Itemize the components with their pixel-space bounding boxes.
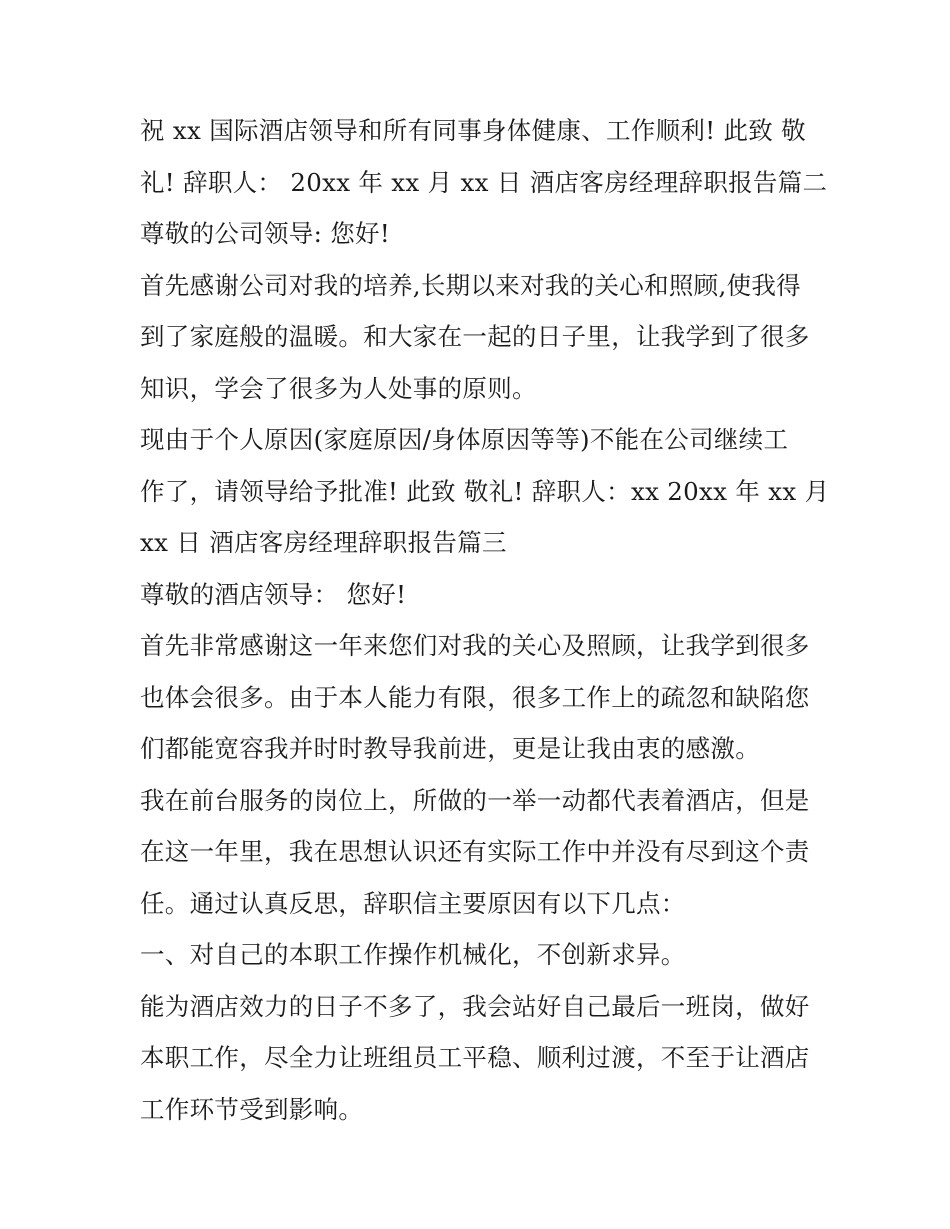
text-line-signature-title-2: 礼! 辞职人： 20xx 年 xx 月 xx 日 酒店客房经理辞职报告篇二 xyxy=(140,167,828,197)
document-body xyxy=(140,108,830,1138)
text-line-paragraph: 本职工作，尽全力让班组员工平稳、顺利过渡，不至于让酒店 xyxy=(140,1043,810,1072)
text-line-paragraph: 们都能宽容我并时时教导我前进，更是让我由衷的感激。 xyxy=(140,734,760,763)
text-line-list-item-1: 一、对自己的本职工作操作机械化，不创新求异。 xyxy=(140,940,686,969)
text-line-paragraph: 知识，学会了很多为人处事的原则。 xyxy=(140,373,537,403)
text-line-paragraph: 现由于个人原因(家庭原因/身体原因等等)不能在公司继续工 xyxy=(140,425,789,454)
text-line-paragraph: 作了，请领导给予批准! 此致 敬礼! 辞职人：xx 20xx 年 xx 月 xyxy=(140,476,830,506)
text-line-heading-3: xx 日 酒店客房经理辞职报告篇三 xyxy=(140,528,507,557)
text-line-paragraph: 也体会很多。由于本人能力有限，很多工作上的疏忽和缺陷您 xyxy=(140,682,810,712)
text-line-paragraph: 首先感谢公司对我的培养,长期以来对我的关心和照顾,使我得 xyxy=(140,270,801,300)
text-line-paragraph: 任。通过认真反思，辞职信主要原因有以下几点： xyxy=(140,888,686,918)
text-line-paragraph: 能为酒店效力的日子不多了，我会站好自己最后一班岗，做好 xyxy=(140,991,810,1021)
text-line-salutation-2: 尊敬的公司领导: 您好! xyxy=(140,219,390,248)
text-line-paragraph: 我在前台服务的岗位上，所做的一举一动都代表着酒店，但是 xyxy=(140,785,810,815)
text-line-paragraph: 到了家庭般的温暖。和大家在一起的日子里，让我学到了很多 xyxy=(140,322,810,351)
text-line-paragraph: 在这一年里，我在思想认识还有实际工作中并没有尽到这个责 xyxy=(140,837,810,866)
text-line-paragraph: 首先非常感谢这一年来您们对我的关心及照顾，让我学到很多 xyxy=(140,631,810,660)
text-line-closing-wishes: 祝 xx 国际酒店领导和所有同事身体健康、工作顺利! 此致 敬 xyxy=(140,116,806,145)
text-line-paragraph: 工作环节受到影响。 xyxy=(140,1094,364,1124)
text-line-salutation-3: 尊敬的酒店领导： 您好! xyxy=(140,579,407,609)
